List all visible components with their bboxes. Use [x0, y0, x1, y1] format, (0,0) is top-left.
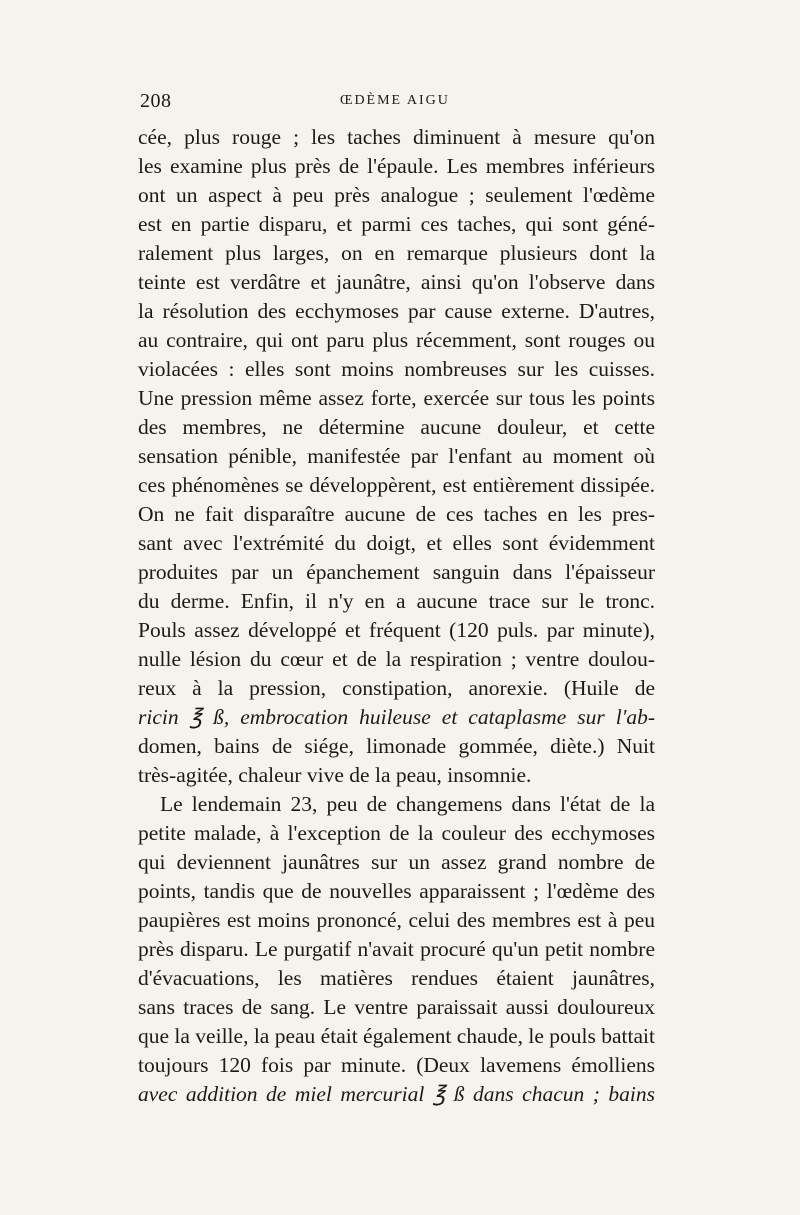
text-line: ces phénomènes se développèrent, est entièrement dissipée. [138, 473, 655, 497]
text-line: On ne fait disparaître aucune de ces taches en les pres- [138, 502, 655, 526]
text-line: les examine plus près de l'épaule. Les membres inférieurs [138, 154, 655, 178]
text-line: ralement plus larges, on en remarque plusieurs dont la [138, 241, 655, 265]
text-line: que la veille, la peau était également chaude, le pouls battait [138, 1024, 655, 1048]
text-line: Le lendemain 23, peu de changemens dans l'état de la [160, 792, 655, 816]
page-number: 208 [140, 90, 172, 112]
body-text [138, 123, 655, 1109]
text-line: d'évacuations, les matières rendues étaient jaunâtres, [138, 966, 655, 990]
text-line: ricin ℥ ß, embrocation huileuse et cataplasme sur l'ab- [138, 705, 655, 729]
text-line: petite malade, à l'exception de la couleur des ecchymoses [138, 821, 655, 845]
text-line: Une pression même assez forte, exercée sur tous les points [138, 386, 655, 410]
running-title: ŒDÈME AIGU [340, 93, 450, 108]
text-line: la résolution des ecchymoses par cause externe. D'autres, [138, 299, 655, 323]
text-line: sensation pénible, manifestée par l'enfant au moment où [138, 444, 655, 468]
text-line: points, tandis que de nouvelles apparaissent ; l'œdème des [138, 879, 655, 903]
text-line: du derme. Enfin, il n'y en a aucune trace sur le tronc. [138, 589, 655, 613]
text-line: des membres, ne détermine aucune douleur, et cette [138, 415, 655, 439]
text-line: toujours 120 fois par minute. (Deux lavemens émolliens [138, 1053, 655, 1077]
text-line: Pouls assez développé et fréquent (120 puls. par minute), [138, 618, 655, 642]
text-line: reux à la pression, constipation, anorexie. (Huile de [138, 676, 655, 700]
text-line: très-agitée, chaleur vive de la peau, insomnie. [138, 763, 532, 787]
text-line: violacées : elles sont moins nombreuses sur les cuisses. [138, 357, 655, 381]
text-line: cée, plus rouge ; les taches diminuent à mesure qu'on [138, 125, 655, 149]
text-line: ont un aspect à peu près analogue ; seulement l'œdème [138, 183, 655, 207]
text-line: sant avec l'extrémité du doigt, et elles sont évidemment [138, 531, 655, 555]
text-line: au contraire, qui ont paru plus récemment, sont rouges ou [138, 328, 655, 352]
text-line: produites par un épanchement sanguin dans l'épaisseur [138, 560, 655, 584]
text-line: nulle lésion du cœur et de la respiration ; ventre doulou- [138, 647, 655, 671]
text-line: qui deviennent jaunâtres sur un assez grand nombre de [138, 850, 655, 874]
text-line: sans traces de sang. Le ventre paraissait aussi douloureux [138, 995, 655, 1019]
text-line: domen, bains de siége, limonade gommée, diète.) Nuit [138, 734, 655, 758]
text-line: près disparu. Le purgatif n'avait procuré qu'un petit nombre [138, 937, 655, 961]
text-line: teinte est verdâtre et jaunâtre, ainsi qu'on l'observe dans [138, 270, 655, 294]
text-line: paupières est moins prononcé, celui des membres est à peu [138, 908, 655, 932]
text-line: est en partie disparu, et parmi ces taches, qui sont géné- [138, 212, 655, 236]
text-line: avec addition de miel mercurial ℥ ß dans chacun ; bains [138, 1082, 655, 1106]
